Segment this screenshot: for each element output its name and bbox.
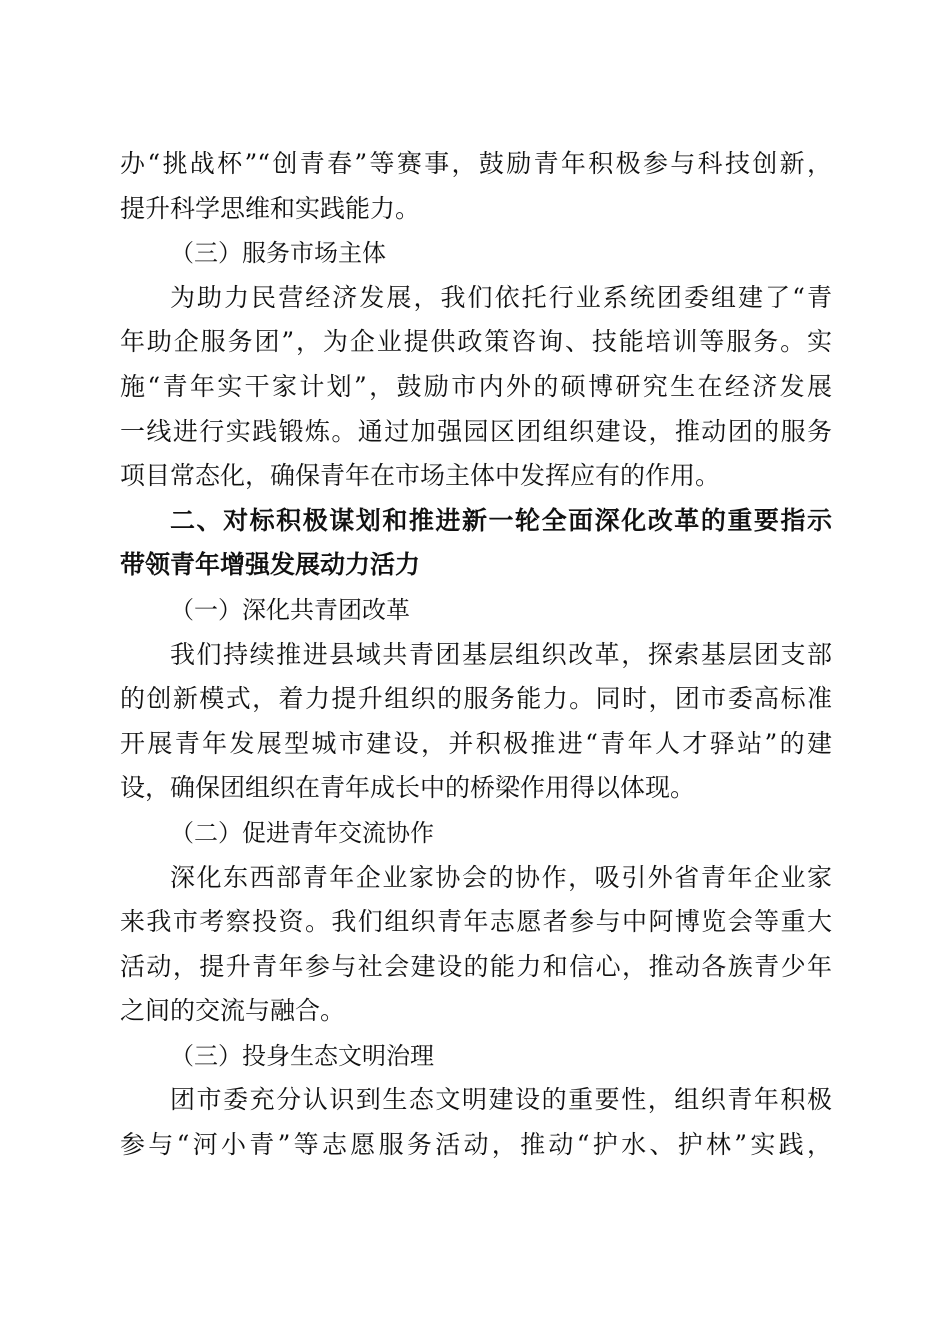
section-1-3-paragraph bbox=[120, 276, 832, 499]
paragraph-line: 团市委充分认识到生态文明建设的重要性，组织青年积极 bbox=[170, 1085, 832, 1115]
paragraph-line: 来我市考察投资。我们组织青年志愿者参与中阿博览会等重大 bbox=[120, 907, 832, 937]
paragraph-line: 办“挑战杯”“创青春”等赛事，鼓励青年积极参与科技创新， bbox=[120, 149, 832, 178]
section-2-3-paragraph bbox=[120, 1078, 832, 1167]
paragraph-line: 之间的交流与融合。 bbox=[120, 996, 346, 1026]
section-heading bbox=[120, 499, 832, 588]
paragraph-line: 我们持续推进县域共青团基层组织改革，探索基层团支部 bbox=[170, 639, 832, 669]
paragraph-line: 深化东西部青年企业家协会的协作，吸引外省青年企业家 bbox=[170, 862, 832, 892]
subsection-title: （一）深化共青团改革 bbox=[170, 595, 410, 624]
paragraph-line: 提升科学思维和实践能力。 bbox=[120, 193, 421, 223]
paragraph-line: 为助力民营经济发展，我们依托行业系统团委组建了“青 bbox=[170, 282, 832, 312]
paragraph-line: 一线进行实践锻炼。通过加强园区团组织建设，推动团的服务 bbox=[120, 416, 832, 446]
paragraph-line: 项目常态化，确保青年在市场主体中发挥应有的作用。 bbox=[120, 461, 721, 491]
intro-paragraph bbox=[120, 142, 832, 231]
section-2-2-paragraph bbox=[120, 856, 832, 1034]
paragraph-line: 活动，提升青年参与社会建设的能力和信心，推动各族青少年 bbox=[120, 951, 832, 981]
subsection-title: （二）促进青年交流协作 bbox=[170, 818, 434, 847]
section-2-1-paragraph bbox=[120, 633, 832, 811]
paragraph-line: 开展青年发展型城市建设，并积极推进“青年人才驿站”的建 bbox=[120, 728, 832, 758]
section-heading-line: 带领青年增强发展动力活力 bbox=[120, 550, 421, 580]
paragraph-line: 参与“河小青”等志愿服务活动，推动“护水、护林”实践， bbox=[120, 1130, 832, 1160]
paragraph-line: 的创新模式，着力提升组织的服务能力。同时，团市委高标准 bbox=[120, 684, 832, 714]
subsection-title: （三）投身生态文明治理 bbox=[170, 1041, 434, 1070]
paragraph-line: 年助企服务团”，为企业提供政策咨询、技能培训等服务。实 bbox=[120, 327, 832, 357]
section-heading-line: 二、对标积极谋划和推进新一轮全面深化改革的重要指示 bbox=[170, 505, 832, 535]
paragraph-line: 施“青年实干家计划”，鼓励市内外的硕博研究生在经济发展 bbox=[120, 371, 832, 401]
paragraph-line: 设，确保团组织在青年成长中的桥梁作用得以体现。 bbox=[120, 773, 696, 803]
subsection-title: （三）服务市场主体 bbox=[170, 239, 386, 268]
document-body bbox=[120, 142, 832, 1168]
